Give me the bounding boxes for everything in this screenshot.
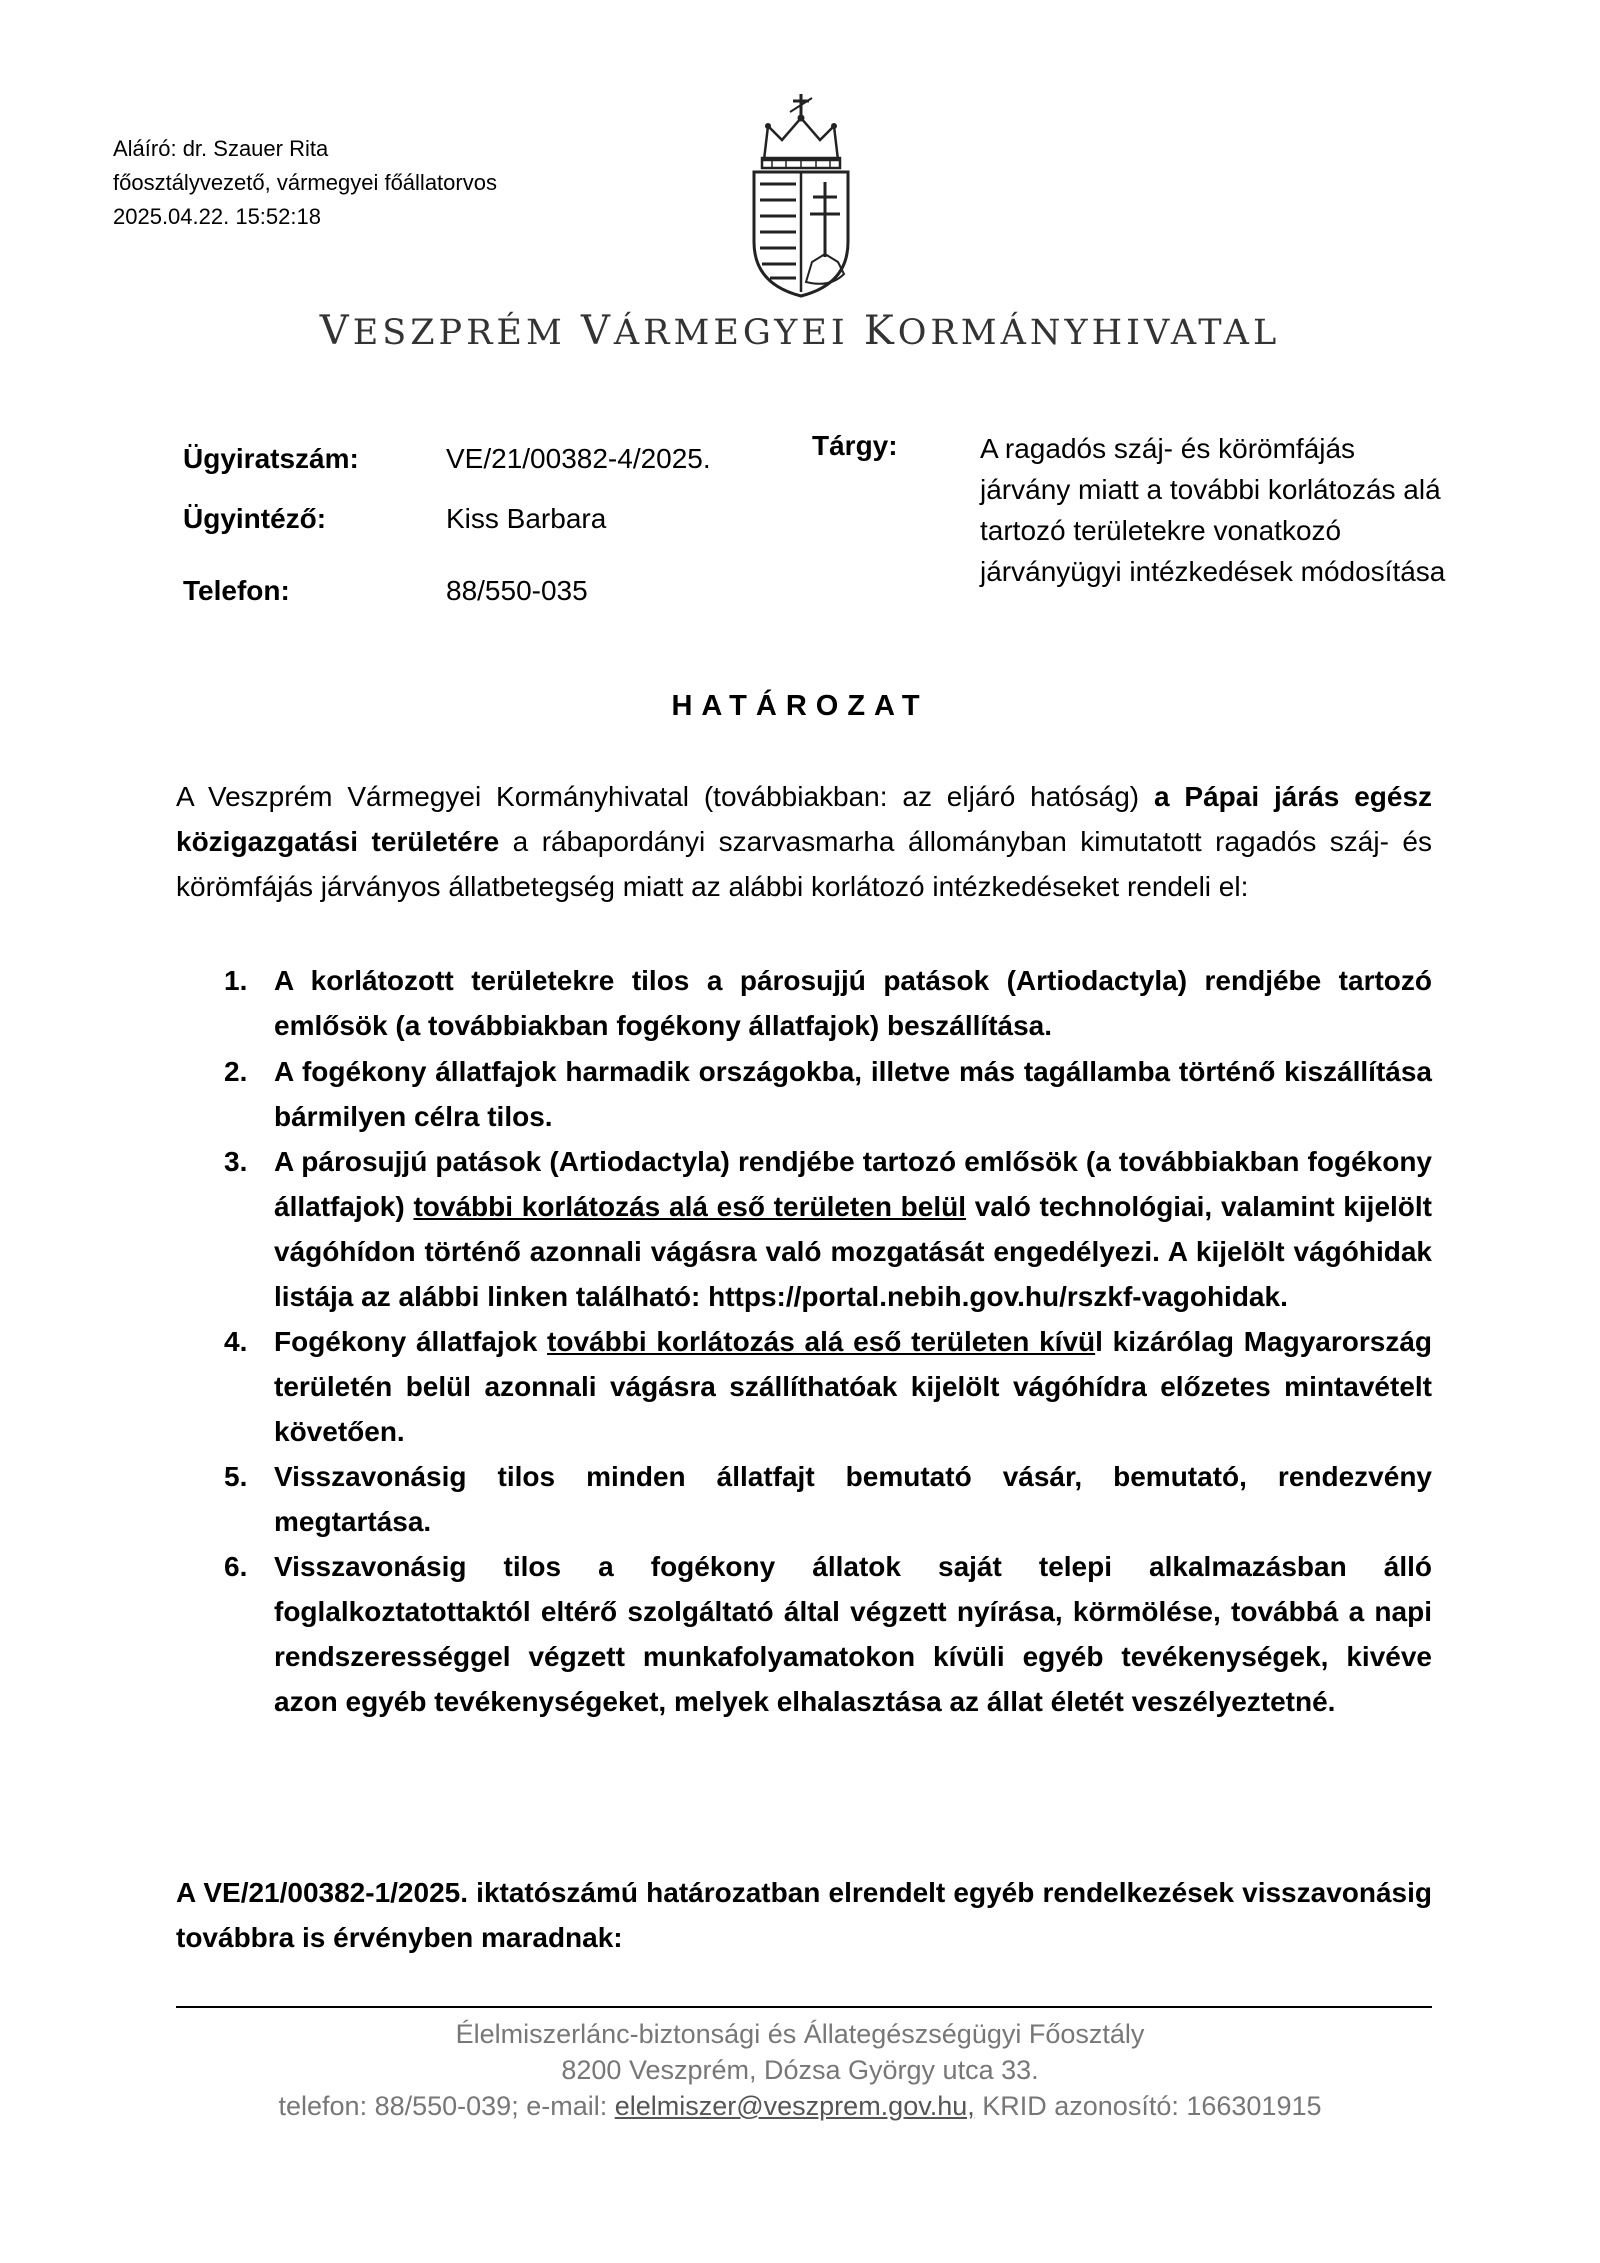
outside-area-underline: további korlátozás alá eső területen kívü bbox=[547, 1326, 1096, 1357]
signer-name: Aláíró: dr. Szauer Rita bbox=[113, 136, 329, 161]
office-name: VESZPRÉM VÁRMEGYEI KORMÁNYHIVATAL bbox=[319, 308, 1281, 354]
officer-value: Kiss Barbara bbox=[446, 503, 607, 534]
signature-block bbox=[113, 132, 497, 234]
footer-department: Élelmiszerlánc-biztonsági és Állategészségügyi Főosztály bbox=[455, 2019, 1145, 2049]
case-number-label: Ügyiratszám: bbox=[183, 443, 359, 474]
intro-area-bold: a Pápai járás egész közigazgatási területére bbox=[176, 781, 1433, 857]
subject-value: A ragadós száj- és körömfájás járvány miatt a további korlátozás alá tartozó területekre vonatkozó járványügyi intézkedések módosítása bbox=[980, 433, 1446, 587]
measure-item: 4. Fogékony állatfajok további korlátozás alá eső területen kívül kizárólag Magyarország területén belül azonnali vágásra szállíthatóak kijelölt vágóhídra előzetes mintavételt követően. bbox=[224, 1326, 1432, 1447]
measure-item: 3. A párosujjú patások (Artiodactyla) rendjébe tartozó emlősök (a továbbiakban fogékony állatfajok) további korlátozás alá eső területen belül való technológiai, valamint kijelölt vágóhídon történő azonnali vágásra való mozgatását engedélyezi. A kijelölt vágóhidak listája az alábbi linken található: https://portal.nebih.gov.hu/rszkf-vagohidak. bbox=[224, 1146, 1432, 1312]
inside-area-underline: további korlátozás alá eső területen belül bbox=[413, 1191, 967, 1222]
subject-label: Tárgy: bbox=[812, 430, 898, 461]
case-number-value: VE/21/00382-4/2025. bbox=[446, 443, 711, 474]
measure-item: 6. Visszavonásig tilos a fogékony állatok saját telepi alkalmazásban álló foglalkoztatottaktól eltérő szolgáltató által végzett nyírása, körmölése, továbbá a napi rendszerességgel végzett munkafolyamatokon kívüli egyéb tevékenységek, kivéve azon egyéb tevékenységeket, melyek elhalasztása az állat életét veszélyeztetné. bbox=[224, 1551, 1432, 1717]
measure-item: 2. A fogékony állatfajok harmadik országokba, illetve más tagállamba történő kiszállítása bármilyen célra tilos. bbox=[224, 1056, 1432, 1132]
footer-address: 8200 Veszprém, Dózsa György utca 33. bbox=[561, 2055, 1039, 2085]
signature-datetime: 2025.04.22. 15:52:18 bbox=[113, 204, 321, 229]
coat-of-arms-icon bbox=[750, 92, 852, 298]
officer-label: Ügyintéző: bbox=[183, 503, 327, 534]
measure-item: 5. Visszavonásig tilos minden állatfajt bemutató vásár, bemutató, rendezvény megtartása. bbox=[224, 1461, 1432, 1537]
phone-label: Telefon: bbox=[183, 575, 290, 606]
decision-title: HATÁROZAT bbox=[671, 690, 929, 722]
measure-item: 1. A korlátozott területekre tilos a párosujjú patások (Artiodactyla) rendjébe tartozó emlősök (a továbbiakban fogékony állatfajok) beszállítása. bbox=[224, 965, 1432, 1041]
signer-position: főosztályvezető, vármegyei főállatorvos bbox=[113, 170, 497, 195]
phone-value: 88/550-035 bbox=[446, 575, 588, 606]
footer-contact: telefon: 88/550-039; e-mail: elelmiszer@veszprem.gov.hu, KRID azonosító: 166301915 bbox=[278, 2091, 1322, 2121]
outro-paragraph: A VE/21/00382-1/2025. iktatószámú határozatban elrendelt egyéb rendelkezések visszavonásig továbbra is érvényben maradnak: bbox=[176, 1877, 1432, 1953]
footer-divider bbox=[176, 2006, 1432, 2008]
footer bbox=[0, 2016, 1600, 2124]
measures-list bbox=[176, 958, 1432, 1724]
intro-paragraph: A Veszprém Vármegyei Kormányhivatal (továbbiakban: az eljáró hatóság) a Pápai járás egész közigazgatási területére a rábapordányi szarvasmarha állományban kimutatott ragadós száj- és körömfájás járványos állatbetegség miatt az alábbi korlátozó intézkedéseket rendeli el: bbox=[176, 781, 1433, 902]
footer-email-link[interactable]: elelmiszer@veszprem.gov.hu, bbox=[614, 2091, 975, 2121]
